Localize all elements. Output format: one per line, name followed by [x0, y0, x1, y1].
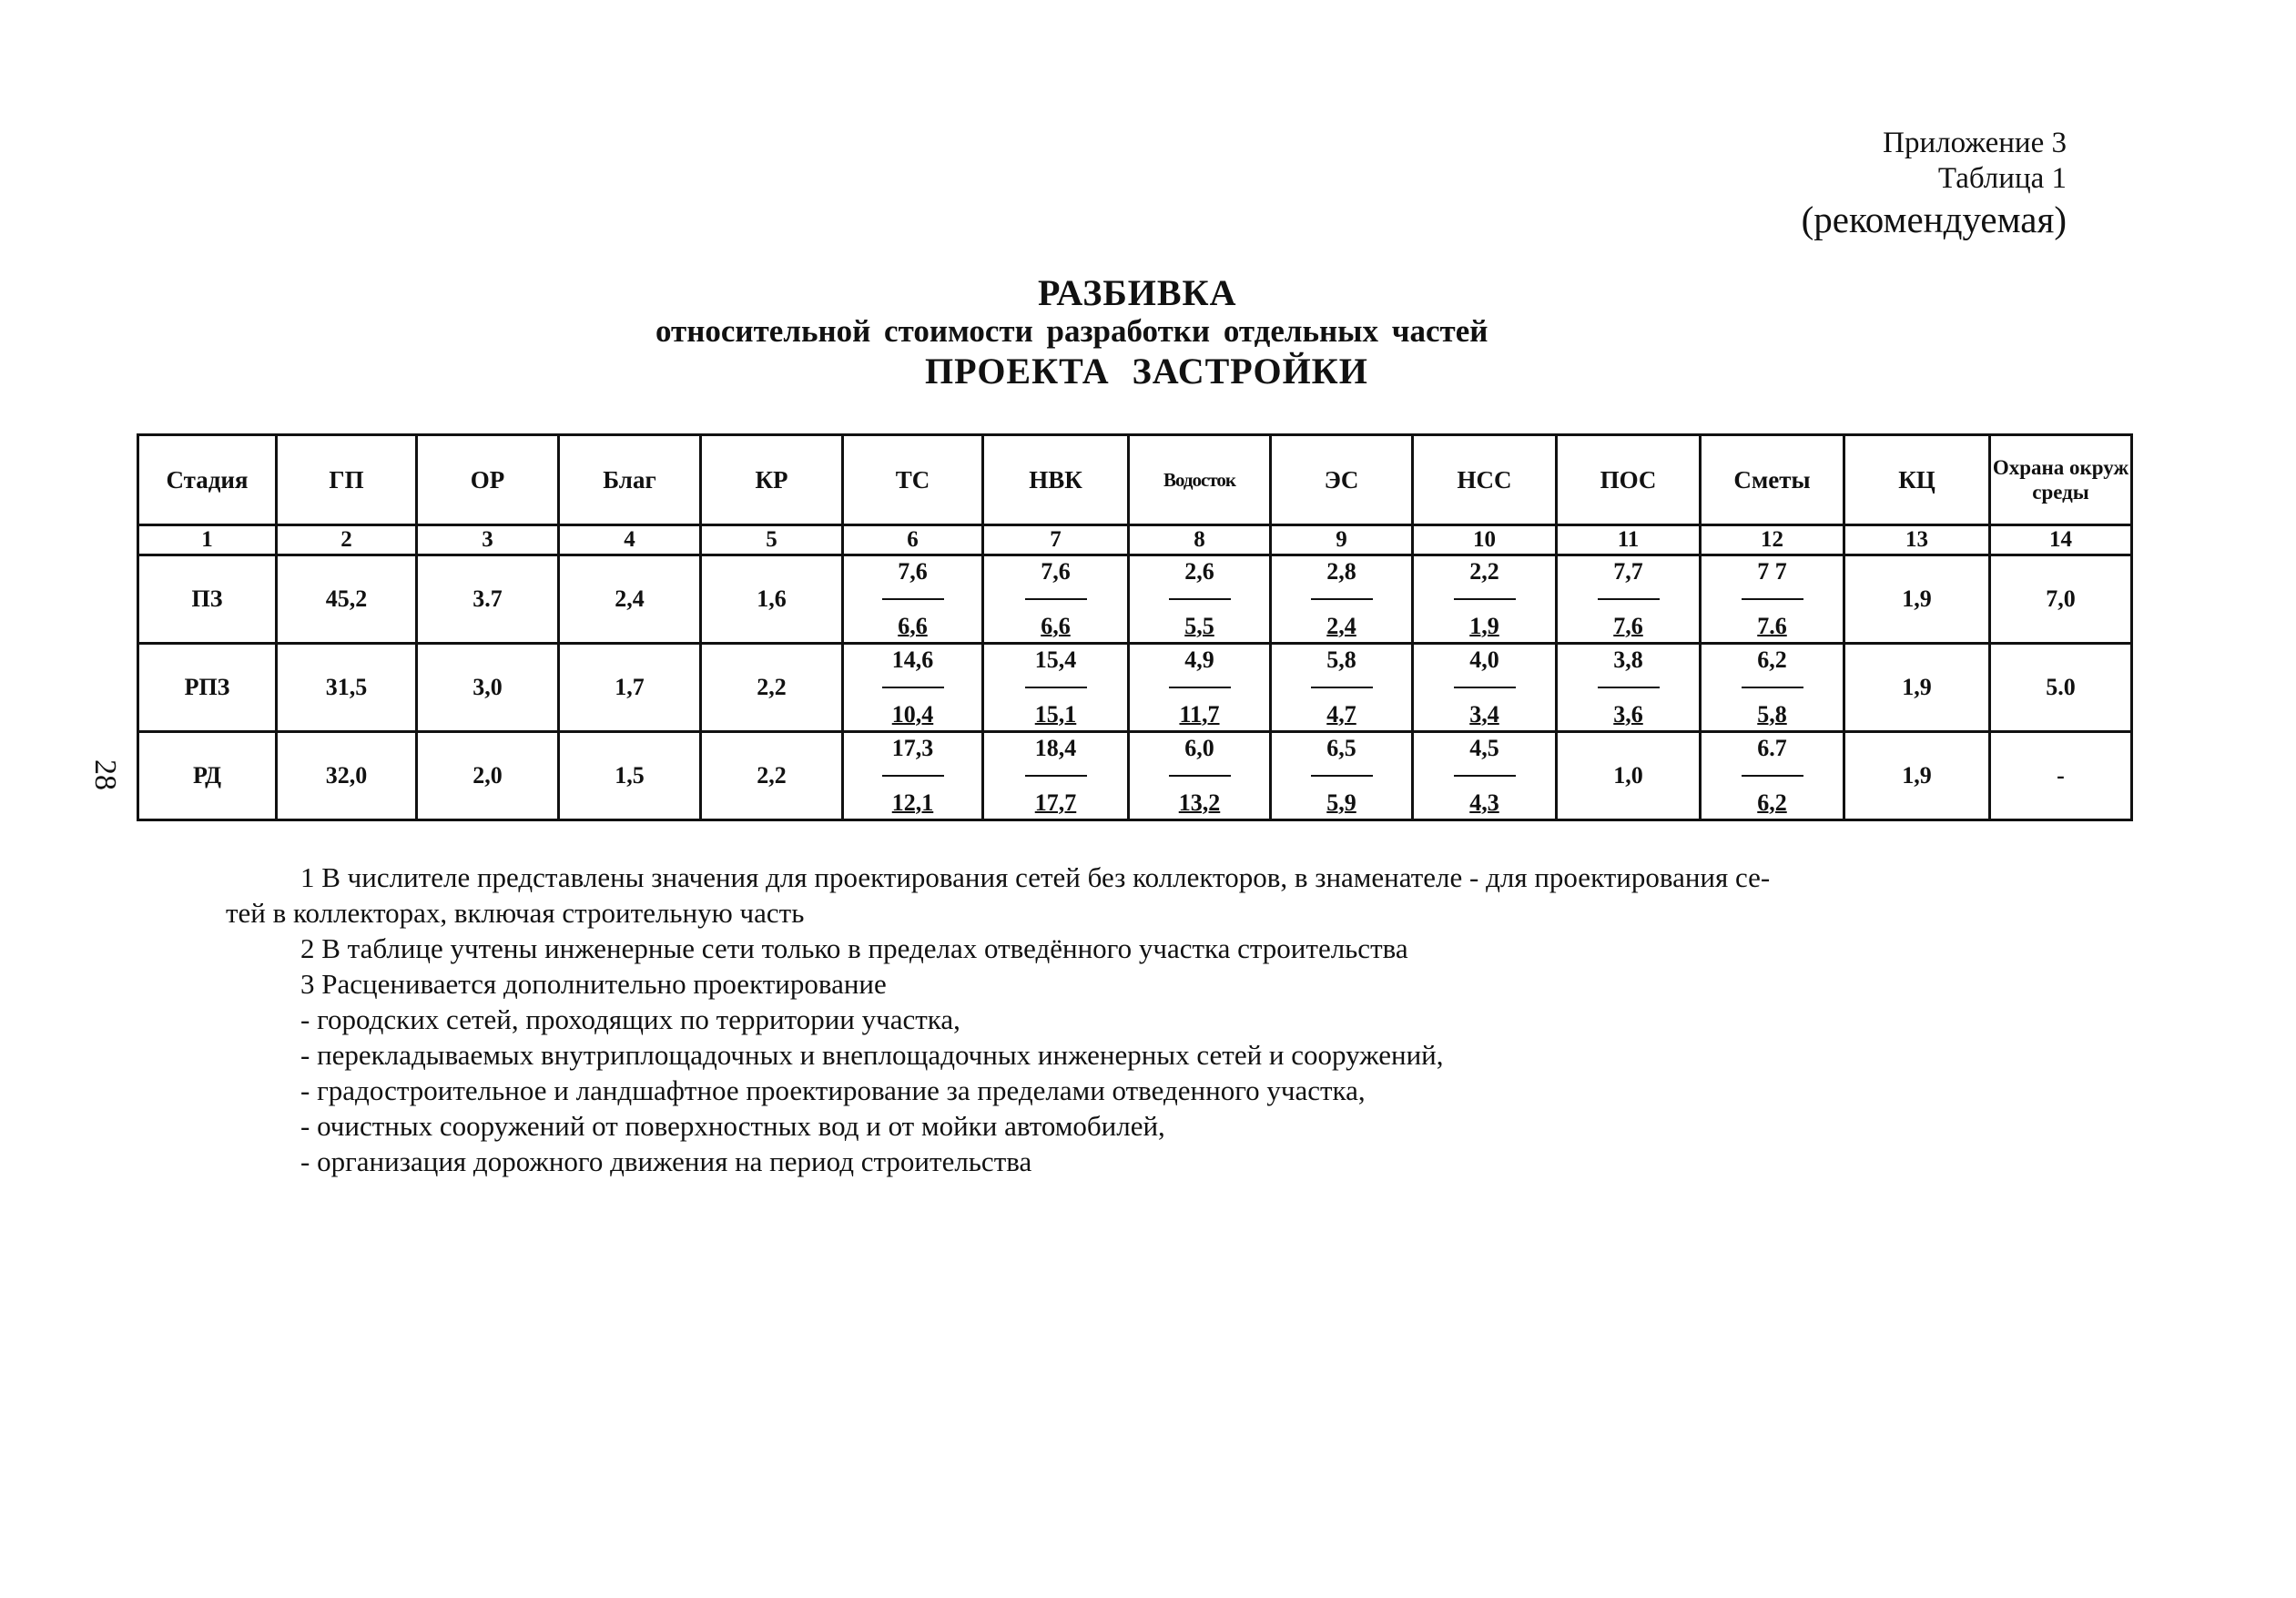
fraction-cell — [1271, 732, 1413, 820]
header-cell: ТС — [843, 435, 983, 525]
fraction-cell — [843, 644, 983, 732]
denominator: 3,6 — [1613, 701, 1643, 728]
column-number-row — [138, 525, 2132, 555]
fraction-cell — [1701, 555, 1844, 644]
numerator: 4,9 — [1184, 646, 1214, 673]
header-cell: КЦ — [1844, 435, 1990, 525]
denominator: 1,9 — [1469, 613, 1499, 639]
header-cell: Стадия — [138, 435, 277, 525]
value-cell: 1,9 — [1844, 644, 1990, 732]
numerator: 7,6 — [1041, 558, 1071, 585]
denominator: 17,7 — [1034, 789, 1077, 816]
cost-breakdown-table — [137, 433, 2133, 821]
fraction-cell — [1413, 732, 1557, 820]
numerator: 7 7 — [1757, 558, 1787, 585]
stage-cell: ПЗ — [138, 555, 277, 644]
title-line-3: ПРОЕКТА ЗАСТРОЙКИ — [925, 351, 1368, 392]
header-cell: НВК — [983, 435, 1129, 525]
column-number: 13 — [1844, 525, 1990, 555]
header-cell: ЭС — [1271, 435, 1413, 525]
table-row — [138, 732, 2132, 820]
value-cell: 7,0 — [1990, 555, 2132, 644]
note-3: 3 Расценивается дополнительно проектирование — [300, 968, 887, 1000]
table-notes — [228, 860, 2103, 1179]
numerator: 6,0 — [1184, 735, 1214, 761]
column-number: 4 — [559, 525, 701, 555]
denominator: 10,4 — [891, 701, 934, 728]
numerator: 14,6 — [891, 646, 934, 673]
header-cell: Сметы — [1701, 435, 1844, 525]
appendix-label — [1802, 126, 2067, 242]
fraction-cell — [1129, 555, 1271, 644]
column-number: 6 — [843, 525, 983, 555]
fraction-cell — [1271, 644, 1413, 732]
numerator: 3,8 — [1613, 646, 1643, 673]
denominator: 4,7 — [1326, 701, 1356, 728]
fraction-cell — [1557, 555, 1701, 644]
fraction-cell — [1413, 644, 1557, 732]
value-cell: 31,5 — [277, 644, 417, 732]
denominator: 7.6 — [1757, 613, 1787, 639]
value-cell: 1,6 — [701, 555, 843, 644]
numerator: 2,2 — [1469, 558, 1499, 585]
header-cell: ОР — [417, 435, 559, 525]
note-list-item: - организация дорожного движения на период строительства — [300, 1145, 1032, 1177]
column-number: 2 — [277, 525, 417, 555]
numerator: 7,7 — [1613, 558, 1643, 585]
denominator: 6,2 — [1757, 789, 1787, 816]
column-number: 10 — [1413, 525, 1557, 555]
denominator: 6,6 — [898, 613, 928, 639]
value-cell: 1,9 — [1844, 555, 1990, 644]
fraction-cell — [1271, 555, 1413, 644]
fraction-cell — [843, 555, 983, 644]
header-cell: НСС — [1413, 435, 1557, 525]
value-cell: 2,2 — [701, 732, 843, 820]
header-cell: Охрана окруж среды — [1990, 435, 2132, 525]
fraction-cell — [1413, 555, 1557, 644]
column-number: 9 — [1271, 525, 1413, 555]
value-cell: 1,0 — [1557, 732, 1701, 820]
fraction-cell — [983, 732, 1129, 820]
note-list-item: - городских сетей, проходящих по территории участка, — [300, 1003, 960, 1035]
fraction-cell — [1557, 644, 1701, 732]
title-line-2: относительной стоимости разработки отдельных частей — [655, 313, 1488, 349]
numerator: 2,8 — [1326, 558, 1356, 585]
appendix-number: Приложение 3 — [1883, 127, 2067, 159]
denominator: 12,1 — [891, 789, 934, 816]
page-number: 28 — [88, 759, 122, 790]
value-cell: 3,0 — [417, 644, 559, 732]
column-number: 5 — [701, 525, 843, 555]
table-number: Таблица 1 — [1937, 162, 2067, 195]
fraction-cell — [1701, 732, 1844, 820]
value-cell: 32,0 — [277, 732, 417, 820]
numerator: 7,6 — [898, 558, 928, 585]
denominator: 5,9 — [1326, 789, 1356, 816]
table-row — [138, 555, 2132, 644]
denominator: 11,7 — [1179, 701, 1220, 728]
numerator: 6,5 — [1326, 735, 1356, 761]
denominator: 2,4 — [1326, 613, 1356, 639]
fraction-cell — [983, 555, 1129, 644]
column-number: 12 — [1701, 525, 1844, 555]
value-cell: 1,5 — [559, 732, 701, 820]
note-list-item: - очистных сооружений от поверхностных вод и от мойки автомобилей, — [300, 1110, 1165, 1142]
numerator: 6.7 — [1757, 735, 1787, 761]
value-cell: 1,7 — [559, 644, 701, 732]
numerator: 5,8 — [1326, 646, 1356, 673]
fraction-cell — [1129, 732, 1271, 820]
note-2: 2 В таблице учтены инженерные сети только в пределах отведённого участка строительства — [300, 932, 1408, 964]
header-cell: Благ — [559, 435, 701, 525]
numerator: 17,3 — [891, 735, 934, 761]
value-cell: 5.0 — [1990, 644, 2132, 732]
header-cell: ГП — [277, 435, 417, 525]
denominator: 5,8 — [1757, 701, 1787, 728]
header-cell: КР — [701, 435, 843, 525]
numerator: 6,2 — [1757, 646, 1787, 673]
column-number: 1 — [138, 525, 277, 555]
denominator: 3,4 — [1469, 701, 1499, 728]
numerator: 4,0 — [1469, 646, 1499, 673]
numerator: 4,5 — [1469, 735, 1499, 761]
numerator: 18,4 — [1034, 735, 1077, 761]
numerator: 2,6 — [1184, 558, 1214, 585]
stage-cell: РПЗ — [138, 644, 277, 732]
fraction-cell — [983, 644, 1129, 732]
title-line-1: РАЗБИВКА — [1038, 272, 1237, 313]
column-number: 7 — [983, 525, 1129, 555]
header-cell: ПОС — [1557, 435, 1701, 525]
value-cell: 2,4 — [559, 555, 701, 644]
header-cell: Водосток — [1129, 435, 1271, 525]
note-list-item: - градостроительное и ландшафтное проектирование за пределами отведенного участка, — [300, 1074, 1366, 1106]
table-row — [138, 644, 2132, 732]
column-number: 14 — [1990, 525, 2132, 555]
column-number: 8 — [1129, 525, 1271, 555]
fraction-cell — [1701, 644, 1844, 732]
denominator: 13,2 — [1178, 789, 1221, 816]
fraction-cell — [843, 732, 983, 820]
value-cell: - — [1990, 732, 2132, 820]
note-1-continued: тей в коллекторах, включая строительную часть — [226, 897, 805, 929]
note-list-item: - перекладываемых внутриплощадочных и внеплощадочных инженерных сетей и сооружений, — [300, 1039, 1444, 1071]
stage-cell: РД — [138, 732, 277, 820]
numerator: 15,4 — [1034, 646, 1077, 673]
denominator: 7,6 — [1613, 613, 1643, 639]
value-cell: 3.7 — [417, 555, 559, 644]
value-cell: 2,0 — [417, 732, 559, 820]
value-cell: 1,9 — [1844, 732, 1990, 820]
recommended-label: (рекомендуемая) — [1801, 198, 2067, 240]
denominator: 4,3 — [1469, 789, 1499, 816]
note-1: 1 В числителе представлены значения для проектирования сетей без коллекторов, в знаменателе - для проектирования се- — [300, 861, 1771, 893]
denominator: 15,1 — [1034, 701, 1077, 728]
value-cell: 2,2 — [701, 644, 843, 732]
denominator: 5,5 — [1184, 613, 1214, 639]
denominator: 6,6 — [1041, 613, 1071, 639]
column-number: 11 — [1557, 525, 1701, 555]
value-cell: 45,2 — [277, 555, 417, 644]
column-number: 3 — [417, 525, 559, 555]
table-header-row — [138, 435, 2132, 525]
fraction-cell — [1129, 644, 1271, 732]
